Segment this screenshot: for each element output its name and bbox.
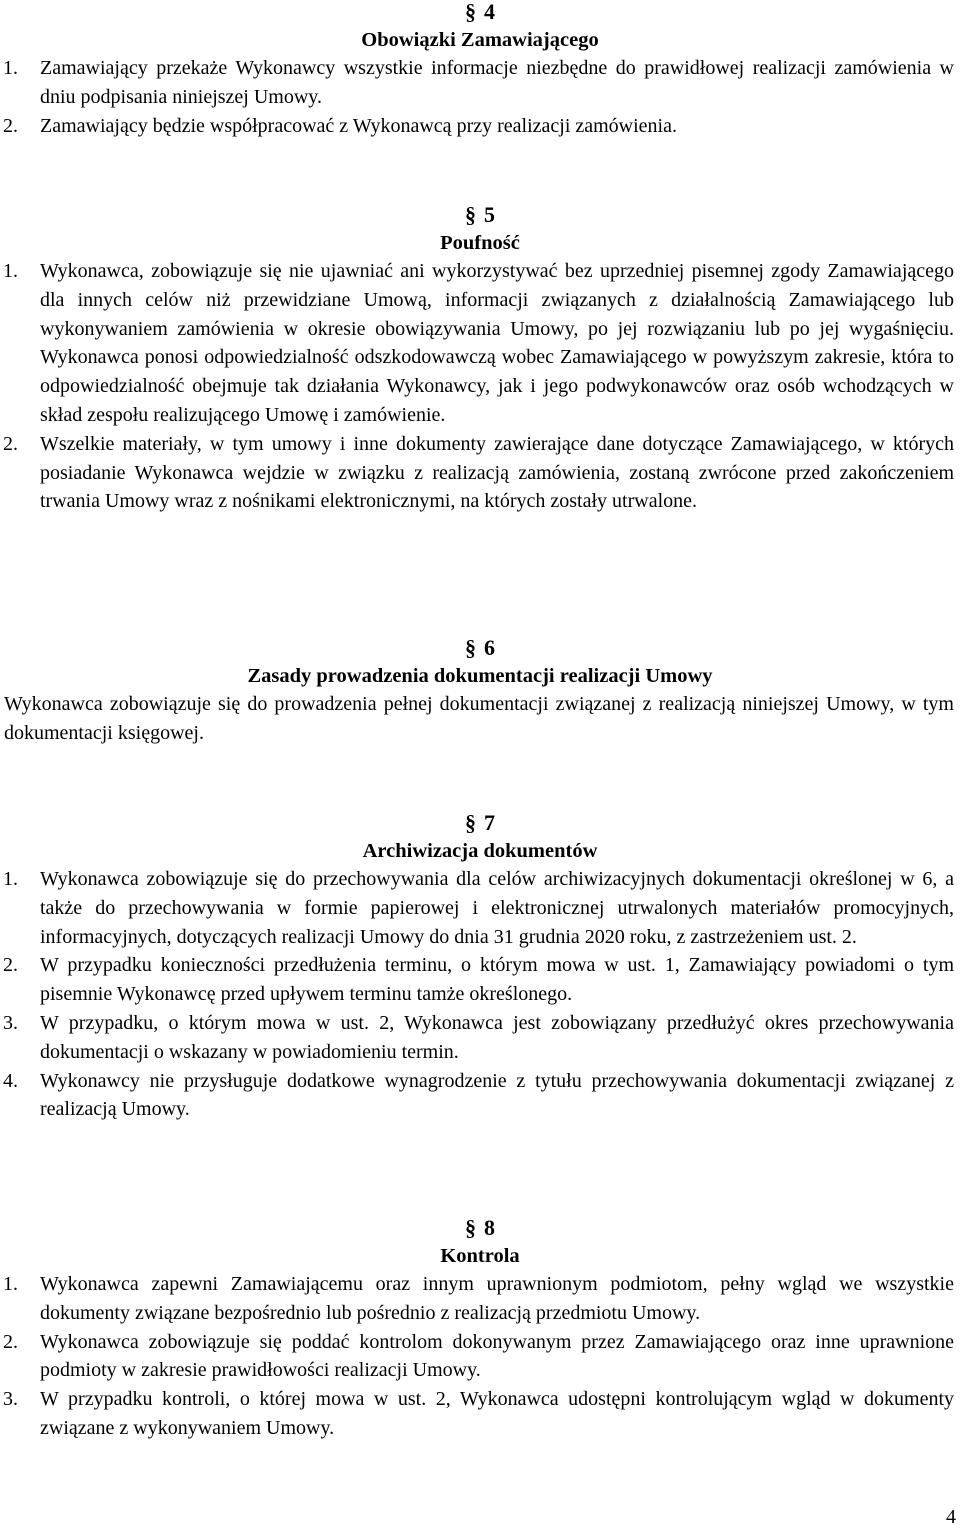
item-text: Zamawiający przekaże Wykonawcy wszystkie informacje niezbędne do prawidłowej realizacji zamówienia w dniu podpisania niniejszej Umowy.	[40, 57, 954, 108]
section-title: Archiwizacja dokumentów	[362, 840, 598, 862]
list-item	[0, 1009, 960, 1067]
list-item	[0, 54, 960, 112]
item-text: W przypadku, o którym mowa w ust. 2, Wykonawca jest zobowiązany przedłużyć okres przechowywania dokumentacji o wskazany w powiadomieniu termin.	[40, 1011, 954, 1063]
item-number: 1.	[3, 57, 18, 79]
page-number: 4	[946, 1506, 956, 1528]
item-text: W przypadku konieczności przedłużenia terminu, o którym mowa w ust. 1, Zamawiający powiadomi o tym pisemnie Wykonawcę przed upływem terminu tamże określonego.	[40, 954, 954, 1006]
item-text: Wykonawca zobowiązuje się poddać kontrolom dokonywanym przez Zamawiającego oraz inne uprawnione podmioty w zakresie prawidłowości realizacji Umowy.	[40, 1330, 954, 1382]
list-item	[0, 1385, 960, 1443]
item-text: Zamawiający będzie współpracować z Wykonawcą przy realizacji zamówienia.	[40, 114, 677, 137]
section-number-value: 5	[484, 202, 495, 227]
section-number	[0, 809, 960, 837]
item-number: 2.	[3, 954, 18, 977]
item-text: Wykonawca zapewni Zamawiającemu oraz innym uprawnionym podmiotom, pełny wgląd we wszystkie dokumenty związane bezpośrednio lub pośrednio z realizacją przedmiotu Umowy.	[40, 1273, 954, 1324]
list-item	[0, 1270, 960, 1328]
section-number-value: 4	[484, 0, 495, 24]
section-title: Zasady prowadzenia dokumentacji realizacji Umowy	[247, 665, 713, 687]
list-item	[0, 951, 960, 1009]
section-title: Kontrola	[440, 1245, 520, 1267]
section-6	[0, 634, 960, 748]
section-mark: §	[465, 810, 476, 835]
section-7	[0, 809, 960, 1124]
item-number: 1.	[3, 260, 18, 282]
list-item	[0, 865, 960, 951]
section-mark: §	[465, 1215, 476, 1240]
section-title: Poufność	[440, 232, 520, 254]
item-text: Wykonawcy nie przysługuje dodatkowe wynagrodzenie z tytułu przechowywania dokumentacji związanej z realizacją Umowy.	[40, 1069, 954, 1121]
section-number-value: 7	[484, 810, 495, 835]
list-item	[0, 1328, 960, 1386]
item-number: 3.	[3, 1388, 18, 1411]
item-number: 1.	[3, 868, 18, 890]
list-item	[0, 257, 960, 430]
section-5	[0, 201, 960, 516]
list-item	[0, 430, 960, 516]
item-number: 4.	[3, 1069, 18, 1092]
item-text: Wykonawca zobowiązuje się do przechowywania dla celów archiwizacyjnych dokumentacji określonej w 6, a także do przechowywania w formie papierowej i elektronicznej utrwalonych materiałów promocyjnych, informacyjnych, dotyczących realizacji Umowy do dnia 31 grudnia 2020 roku, z zastrzeżeniem ust. 2.	[40, 868, 954, 948]
section-mark: §	[465, 202, 476, 227]
item-number: 2.	[3, 432, 18, 455]
item-number: 2.	[3, 1330, 18, 1353]
section-body: Wykonawca zobowiązuje się do prowadzenia pełnej dokumentacji związanej z realizacją niniejszej Umowy, w tym dokumentacji księgowej.	[4, 693, 954, 744]
section-number	[0, 0, 960, 26]
item-text: Wykonawca, zobowiązuje się nie ujawniać ani wykorzystywać bez uprzedniej pisemnej zgody Zamawiającego dla innych celów niż przewidziane Umową, informacji związanych z działalnością Zamawiającego lub wykonywaniem zamówienia w okresie obowiązywania Umowy, po jej rozwiązaniu lub po jej wygaśnięciu. Wykonawca ponosi odpowiedzialność odszkodowawczą wobec Zamawiającego w powyższym zakresie, która to odpowiedzialność obejmuje tak działania Wykonawcy, jak i jego podwykonawców oraz osób wchodzących w skład zespołu realizującego Umowę i zamówienie.	[40, 260, 954, 426]
item-number: 3.	[3, 1011, 18, 1034]
section-number	[0, 201, 960, 229]
list-item	[0, 1067, 960, 1125]
item-number: 2.	[3, 114, 18, 137]
item-text: Wszelkie materiały, w tym umowy i inne dokumenty zawierające dane dotyczące Zamawiającego, w których posiadanie Wykonawca wejdzie w związku z realizacją zamówienia, zostaną zwrócone przed zakończeniem trwania Umowy wraz z nośnikami elektronicznymi, na których zostały utrwalone.	[40, 432, 954, 513]
section-4	[0, 0, 960, 140]
item-number: 1.	[3, 1273, 18, 1295]
section-number-value: 6	[484, 635, 495, 660]
section-number	[0, 1214, 960, 1242]
list-item	[0, 112, 960, 141]
section-mark: §	[465, 0, 476, 24]
section-number-value: 8	[484, 1215, 495, 1240]
section-title: Obowiązki Zamawiającego	[361, 29, 599, 51]
section-mark: §	[465, 635, 476, 660]
section-8	[0, 1214, 960, 1443]
item-text: W przypadku kontroli, o której mowa w ust. 2, Wykonawca udostępni kontrolującym wgląd w dokumenty związane z wykonywaniem Umowy.	[40, 1388, 954, 1439]
section-number	[0, 634, 960, 662]
